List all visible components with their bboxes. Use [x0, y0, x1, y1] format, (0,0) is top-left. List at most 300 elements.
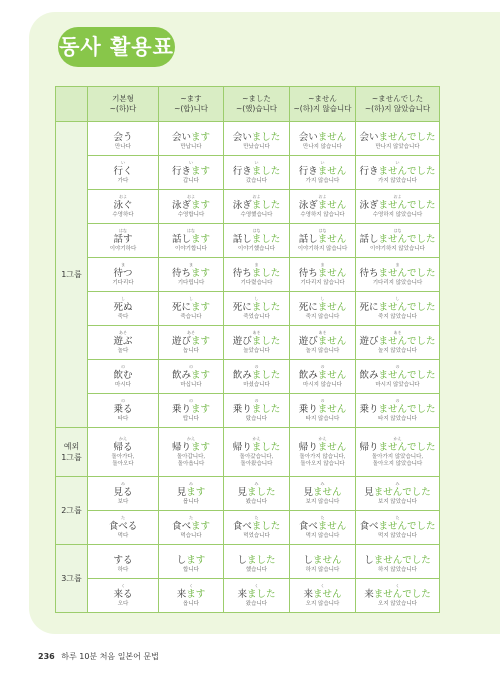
verb-cell — [159, 292, 224, 326]
japanese-form: 泳ぎます — [171, 199, 211, 211]
verb-cell — [224, 545, 290, 579]
japanese-form: 死にます — [171, 301, 211, 313]
korean-meaning: 만나지 않았습니다 — [375, 143, 420, 150]
korean-meaning: 이야기했습니다 — [237, 245, 276, 252]
furigana: み — [254, 480, 259, 486]
japanese-form: 来ました — [237, 588, 276, 600]
furigana — [88, 550, 158, 554]
japanese-form: 帰りませんでした — [359, 441, 436, 453]
korean-meaning: 타다 — [117, 415, 129, 422]
furigana — [290, 127, 355, 131]
table-row — [56, 258, 440, 292]
furigana: い — [320, 159, 325, 165]
furigana: の — [320, 363, 325, 369]
verb-cell — [356, 122, 440, 156]
verb-cell — [159, 394, 224, 428]
japanese-form: 乗りませんでした — [359, 403, 436, 415]
japanese-form: 話しません — [298, 233, 347, 245]
japanese-form: 飲みます — [171, 369, 211, 381]
furigana: の — [395, 363, 400, 369]
korean-meaning: 하지 않았습니다 — [378, 566, 417, 573]
korean-meaning: 이야기하지 않았습니다 — [370, 245, 425, 252]
japanese-form: 死にませんでした — [359, 301, 436, 313]
page-number: 236 — [38, 652, 55, 661]
japanese-form: 会う — [113, 131, 133, 143]
verb-cell — [356, 511, 440, 545]
japanese-form: 待ちませんでした — [359, 267, 436, 279]
korean-meaning: 옵니다 — [183, 600, 199, 607]
japanese-form: 飲みました — [232, 369, 281, 381]
japanese-form: しませんでした — [364, 554, 431, 566]
verb-cell — [224, 292, 290, 326]
furigana: く — [189, 582, 193, 588]
verb-cell — [159, 579, 224, 613]
header-mashita: ~ました ~(했)습니다 — [224, 87, 290, 122]
verb-cell — [356, 428, 440, 477]
furigana: ま — [395, 261, 400, 267]
furigana: く — [395, 582, 400, 588]
verb-cell — [290, 190, 356, 224]
furigana: し — [395, 295, 400, 301]
verb-cell — [159, 545, 224, 579]
japanese-form: 帰りました — [232, 441, 281, 453]
verb-cell — [88, 477, 159, 511]
japanese-form: 待ちます — [171, 267, 211, 279]
table-row — [56, 360, 440, 394]
table-row — [56, 477, 440, 511]
verb-cell — [356, 292, 440, 326]
furigana — [356, 550, 439, 554]
verb-cell — [88, 428, 159, 477]
korean-meaning: 보지 않았습니다 — [378, 498, 417, 505]
furigana: あそ — [119, 329, 127, 335]
table-row — [56, 579, 440, 613]
korean-meaning: 기다리지 않았습니다 — [372, 279, 423, 286]
furigana: ま — [121, 261, 125, 267]
furigana: い — [395, 159, 400, 165]
japanese-form: 見ました — [237, 486, 276, 498]
japanese-form: 帰りません — [298, 441, 347, 453]
japanese-form: 会いませんでした — [359, 131, 436, 143]
korean-meaning: 수영하지 않았습니다 — [372, 211, 423, 218]
korean-meaning: 하지 않습니다 — [305, 566, 340, 573]
japanese-form: 食べました — [232, 520, 281, 532]
japanese-form: します — [176, 554, 206, 566]
japanese-form: 死ぬ — [113, 301, 133, 313]
korean-meaning: 오지 않았습니다 — [378, 600, 417, 607]
verb-cell — [159, 258, 224, 292]
verb-cell — [356, 224, 440, 258]
table-row — [56, 190, 440, 224]
furigana: およ — [187, 193, 195, 199]
header-row — [56, 87, 440, 122]
verb-cell — [290, 545, 356, 579]
furigana: ま — [320, 261, 325, 267]
furigana: およ — [318, 193, 327, 199]
furigana: た — [121, 514, 125, 520]
verb-cell — [290, 326, 356, 360]
korean-meaning: 마셨습니다 — [243, 381, 270, 388]
verb-cell — [224, 122, 290, 156]
header-masen: ~ません ~(하)지 않습니다 — [290, 87, 356, 122]
table-row — [56, 224, 440, 258]
furigana: ま — [189, 261, 193, 267]
verb-cell — [88, 360, 159, 394]
korean-meaning: 오지 않습니다 — [305, 600, 340, 607]
japanese-form: 見ませんでした — [364, 486, 431, 498]
japanese-form: 帰ります — [171, 441, 211, 453]
japanese-form: 死にません — [298, 301, 347, 313]
furigana: かえ — [119, 435, 127, 441]
furigana — [290, 550, 355, 554]
furigana: い — [189, 159, 193, 165]
korean-meaning: 죽다 — [117, 313, 129, 320]
verb-cell — [356, 326, 440, 360]
japanese-form: 遊びました — [232, 335, 281, 347]
furigana: かえ — [252, 435, 261, 441]
korean-meaning: 만납니다 — [180, 143, 202, 150]
korean-meaning: 수영합니다 — [177, 211, 205, 218]
furigana: はな — [187, 227, 195, 233]
verb-cell — [159, 156, 224, 190]
japanese-form: 行きません — [298, 165, 347, 177]
korean-meaning: 돌아갔습니다, 돌아왔습니다 — [239, 453, 274, 467]
furigana: あそ — [252, 329, 261, 335]
japanese-form: 乗りました — [232, 403, 281, 415]
verb-cell — [356, 190, 440, 224]
korean-meaning: 기다립니다 — [177, 279, 205, 286]
japanese-form: 来ません — [303, 588, 342, 600]
furigana: の — [395, 397, 400, 403]
korean-meaning: 보지 않습니다 — [305, 498, 340, 505]
header-blank — [56, 87, 88, 122]
japanese-form: 話しませんでした — [359, 233, 436, 245]
japanese-form: 泳ぎません — [298, 199, 347, 211]
japanese-form: 遊びません — [298, 335, 347, 347]
table-row — [56, 326, 440, 360]
japanese-form: 食べませんでした — [359, 520, 436, 532]
furigana — [224, 127, 289, 131]
korean-meaning: 이야기합니다 — [175, 245, 207, 252]
verb-cell — [224, 428, 290, 477]
korean-meaning: 타지 않았습니다 — [378, 415, 417, 422]
korean-meaning: 탔습니다 — [245, 415, 268, 422]
verb-cell — [88, 258, 159, 292]
verb-cell — [159, 428, 224, 477]
header-masendeshita: ~ませんでした ~(하)지 않았습니다 — [356, 87, 440, 122]
furigana — [88, 127, 158, 131]
furigana: はな — [393, 227, 402, 233]
verb-cell — [88, 545, 159, 579]
korean-meaning: 타지 않습니다 — [305, 415, 340, 422]
korean-meaning: 합니다 — [183, 566, 199, 573]
page-footer — [38, 651, 159, 662]
verb-cell — [159, 360, 224, 394]
group-label: 3그룹 — [56, 545, 88, 613]
verb-cell — [224, 156, 290, 190]
verb-cell — [88, 326, 159, 360]
verb-cell — [224, 511, 290, 545]
korean-meaning: 봅니다 — [183, 498, 199, 505]
korean-meaning: 했습니다 — [245, 566, 268, 573]
verb-cell — [290, 258, 356, 292]
japanese-form: 見ません — [303, 486, 342, 498]
furigana: し — [121, 295, 125, 301]
japanese-form: 来る — [113, 588, 133, 600]
furigana: あそ — [393, 329, 402, 335]
furigana: の — [320, 397, 325, 403]
furigana — [159, 127, 223, 131]
furigana: およ — [393, 193, 402, 199]
japanese-form: 死にました — [232, 301, 281, 313]
japanese-form: 行く — [113, 165, 133, 177]
korean-meaning: 먹다 — [117, 532, 129, 539]
verb-cell — [159, 477, 224, 511]
korean-meaning: 기다렸습니다 — [240, 279, 273, 286]
table-row — [56, 156, 440, 190]
furigana — [159, 550, 223, 554]
table-row — [56, 394, 440, 428]
japanese-form: 遊びます — [171, 335, 211, 347]
verb-cell — [356, 258, 440, 292]
verb-cell — [290, 579, 356, 613]
japanese-form: 帰る — [113, 441, 133, 453]
verb-cell — [290, 511, 356, 545]
group-label: 1그룹 — [56, 122, 88, 428]
furigana: の — [121, 363, 125, 369]
verb-cell — [290, 360, 356, 394]
verb-cell — [356, 545, 440, 579]
japanese-form: 泳ぎませんでした — [359, 199, 436, 211]
table-row — [56, 292, 440, 326]
korean-meaning: 보다 — [117, 498, 129, 505]
japanese-form: 食べる — [108, 520, 138, 532]
page-title: 동사 활용표 — [58, 27, 175, 67]
verb-cell — [159, 122, 224, 156]
furigana: かえ — [318, 435, 327, 441]
furigana: た — [395, 514, 400, 520]
group-label: 예외 1그룹 — [56, 428, 88, 477]
korean-meaning: 이야기하다 — [109, 245, 137, 252]
furigana: かえ — [393, 435, 402, 441]
furigana: く — [254, 582, 259, 588]
korean-meaning: 가다 — [117, 177, 129, 184]
japanese-form: 飲みませんでした — [359, 369, 436, 381]
verb-cell — [88, 511, 159, 545]
verb-cell — [88, 190, 159, 224]
furigana: み — [395, 480, 400, 486]
korean-meaning: 마시지 않았습니다 — [375, 381, 420, 388]
korean-meaning: 마십니다 — [180, 381, 202, 388]
korean-meaning: 놀았습니다 — [243, 347, 270, 354]
verb-cell — [290, 292, 356, 326]
japanese-form: 行きませんでした — [359, 165, 436, 177]
furigana: し — [189, 295, 193, 301]
furigana: の — [189, 363, 193, 369]
furigana: み — [189, 480, 193, 486]
korean-meaning: 먹습니다 — [180, 532, 202, 539]
book-title: 하루 10분 처음 일본어 문법 — [61, 652, 159, 661]
verb-cell — [356, 477, 440, 511]
verb-cell — [159, 190, 224, 224]
furigana: ま — [254, 261, 259, 267]
korean-meaning: 죽지 않았습니다 — [378, 313, 417, 320]
verb-cell — [290, 428, 356, 477]
japanese-form: 乗りません — [298, 403, 347, 415]
korean-meaning: 하다 — [117, 566, 129, 573]
korean-meaning: 만나지 않습니다 — [303, 143, 342, 150]
japanese-form: 会います — [171, 131, 211, 143]
korean-meaning: 죽었습니다 — [243, 313, 270, 320]
japanese-form: しません — [303, 554, 342, 566]
furigana: の — [121, 397, 125, 403]
furigana: み — [320, 480, 325, 486]
korean-meaning: 갑니다 — [183, 177, 199, 184]
verb-cell — [88, 224, 159, 258]
japanese-form: 見ます — [176, 486, 206, 498]
verb-cell — [290, 224, 356, 258]
verb-cell — [356, 360, 440, 394]
verb-cell — [88, 394, 159, 428]
verb-cell — [290, 122, 356, 156]
table-row — [56, 545, 440, 579]
verb-cell — [88, 292, 159, 326]
korean-meaning: 가지 않습니다 — [305, 177, 340, 184]
verb-cell — [224, 258, 290, 292]
japanese-form: 待ちました — [232, 267, 281, 279]
verb-cell — [159, 326, 224, 360]
furigana: く — [121, 582, 125, 588]
korean-meaning: 기다리지 않습니다 — [300, 279, 345, 286]
japanese-form: 乗る — [113, 403, 133, 415]
korean-meaning: 먹지 않습니다 — [305, 532, 340, 539]
furigana: く — [320, 582, 325, 588]
furigana: い — [254, 159, 259, 165]
furigana: た — [254, 514, 259, 520]
korean-meaning: 놀지 않습니다 — [305, 347, 340, 354]
verb-cell — [290, 394, 356, 428]
verb-cell — [224, 224, 290, 258]
korean-meaning: 마시지 않습니다 — [303, 381, 342, 388]
korean-meaning: 수영하지 않습니다 — [300, 211, 345, 218]
japanese-form: 飲みません — [298, 369, 347, 381]
japanese-form: 話す — [113, 233, 133, 245]
furigana: はな — [252, 227, 261, 233]
table-row — [56, 428, 440, 477]
verb-cell — [88, 156, 159, 190]
korean-meaning: 돌아가지 않습니다, 돌아오지 않습니다 — [299, 453, 346, 467]
japanese-form: 飲む — [113, 369, 133, 381]
verb-cell — [356, 394, 440, 428]
korean-meaning: 돌아가지 않았습니다, 돌아오지 않았습니다 — [371, 453, 424, 467]
korean-meaning: 만났습니다 — [243, 143, 270, 150]
furigana: はな — [318, 227, 327, 233]
japanese-form: 行きました — [232, 165, 281, 177]
japanese-form: しました — [237, 554, 276, 566]
furigana: かえ — [187, 435, 195, 441]
verb-cell — [88, 579, 159, 613]
verb-cell — [224, 394, 290, 428]
korean-meaning: 왔습니다 — [245, 600, 268, 607]
conjugation-table — [55, 86, 440, 613]
korean-meaning: 마시다 — [115, 381, 131, 388]
japanese-form: 食べます — [171, 520, 211, 532]
verb-cell — [224, 360, 290, 394]
group-label: 2그룹 — [56, 477, 88, 545]
korean-meaning: 가지 않았습니다 — [378, 177, 417, 184]
korean-meaning: 놀다 — [117, 347, 129, 354]
japanese-form: する — [113, 554, 133, 566]
furigana: の — [189, 397, 193, 403]
furigana: およ — [252, 193, 261, 199]
korean-meaning: 돌아가다, 돌아오다 — [111, 453, 135, 467]
verb-cell — [356, 579, 440, 613]
korean-meaning: 놉니다 — [183, 347, 199, 354]
furigana: み — [121, 480, 125, 486]
table-row — [56, 122, 440, 156]
furigana: た — [320, 514, 325, 520]
japanese-form: 話します — [171, 233, 211, 245]
table-row — [56, 511, 440, 545]
verb-cell — [159, 511, 224, 545]
verb-cell — [290, 156, 356, 190]
korean-meaning: 수영하다 — [112, 211, 134, 218]
furigana — [356, 127, 439, 131]
verb-cell — [224, 477, 290, 511]
japanese-form: 行きます — [171, 165, 211, 177]
korean-meaning: 만나다 — [115, 143, 131, 150]
japanese-form: 乗ります — [171, 403, 211, 415]
japanese-form: 待ちません — [298, 267, 347, 279]
header-basic: 기본형 ~(하)다 — [88, 87, 159, 122]
verb-cell — [290, 477, 356, 511]
korean-meaning: 돌아갑니다, 돌아옵니다 — [176, 453, 206, 467]
furigana: はな — [119, 227, 127, 233]
furigana: し — [320, 295, 325, 301]
furigana: の — [254, 397, 259, 403]
korean-meaning: 오다 — [117, 600, 129, 607]
korean-meaning: 기다리다 — [112, 279, 134, 286]
verb-cell — [88, 122, 159, 156]
japanese-form: 見る — [113, 486, 133, 498]
japanese-form: 来ます — [176, 588, 206, 600]
korean-meaning: 수영했습니다 — [240, 211, 273, 218]
japanese-form: 会いません — [298, 131, 347, 143]
verb-cell — [224, 579, 290, 613]
japanese-form: 遊びませんでした — [359, 335, 436, 347]
japanese-form: 待つ — [113, 267, 133, 279]
japanese-form: 来ませんでした — [364, 588, 431, 600]
verb-cell — [356, 156, 440, 190]
japanese-form: 会いました — [232, 131, 281, 143]
korean-meaning: 이야기하지 않습니다 — [297, 245, 348, 252]
furigana: し — [254, 295, 259, 301]
korean-meaning: 죽지 않습니다 — [305, 313, 340, 320]
korean-meaning: 먹지 않았습니다 — [378, 532, 417, 539]
furigana — [224, 550, 289, 554]
furigana: あそ — [318, 329, 327, 335]
japanese-form: 泳ぐ — [113, 199, 133, 211]
japanese-form: 泳ぎました — [232, 199, 281, 211]
korean-meaning: 갔습니다 — [245, 177, 268, 184]
korean-meaning: 봤습니다 — [245, 498, 268, 505]
furigana: い — [121, 159, 125, 165]
verb-cell — [224, 190, 290, 224]
korean-meaning: 죽습니다 — [180, 313, 202, 320]
japanese-form: 食べません — [298, 520, 347, 532]
japanese-form: 遊ぶ — [113, 335, 133, 347]
korean-meaning: 탑니다 — [183, 415, 199, 422]
